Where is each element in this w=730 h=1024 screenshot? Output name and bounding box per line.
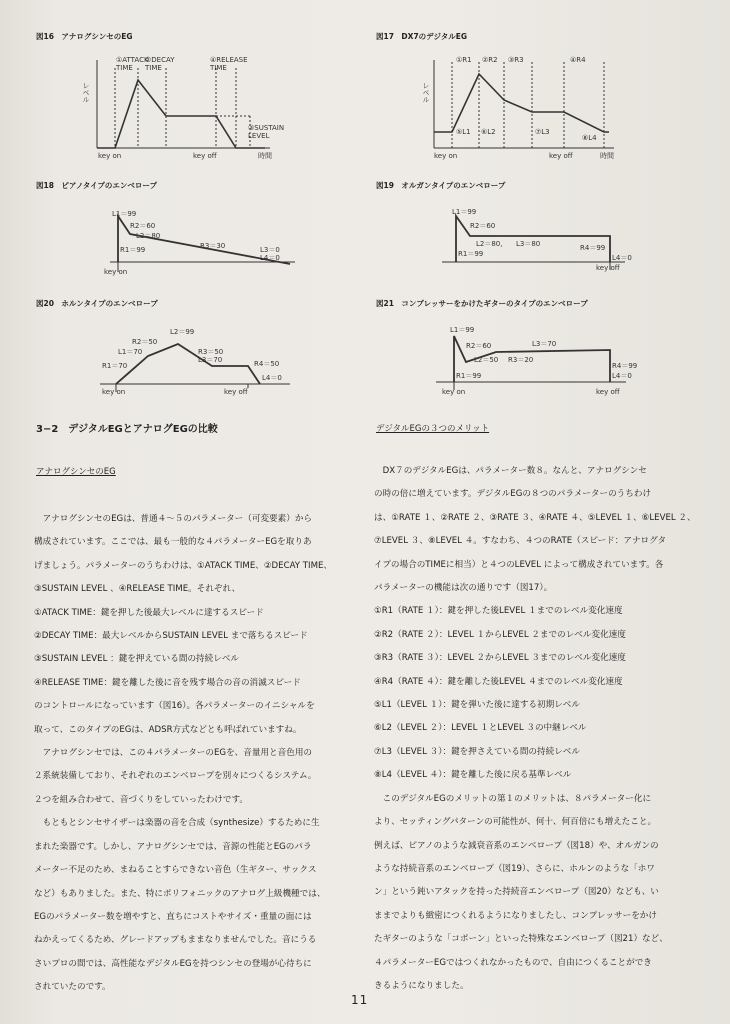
fig19-label-l1: L1＝99: [452, 208, 477, 216]
right-line: ⑦L3（LEVEL ３）：鍵を押さえている間の持続レベル: [374, 746, 580, 757]
left-line: など）もありました。また、特にポリフォニックのアナログ上級機種では、: [34, 888, 326, 899]
left-subheading: アナログシンセのEG: [36, 467, 116, 477]
fig21-label-r2: R2＝60: [466, 342, 492, 350]
fig19-label-l4: L4＝0: [612, 254, 632, 262]
fig16-sustain-label: ③SUSTAIN LEVEL: [248, 124, 285, 140]
fig19-label-r4: R4＝99: [580, 244, 606, 252]
right-body: [374, 460, 696, 998]
left-line: まれた楽器です。しかし、アナログシンセでは、音源の性能とEGのパラ: [34, 841, 312, 852]
right-line: ままでよりも緻密につくれるようになりましたし、コンプレッサーをかけ: [374, 910, 657, 921]
fig18-piano-envelope: [100, 204, 300, 280]
left-line: ２系統装備しており、それぞれのエンベロープを別々につくるシステム。: [34, 771, 317, 782]
left-line: げましょう。パラメーターのうちわけは、①ATACK TIME、②DECAY TIME、: [34, 560, 333, 571]
fig16-key-on: key on: [98, 152, 122, 160]
right-line: ②R2（RATE ２）：LEVEL １からLEVEL ２までのレベル変化速度: [374, 629, 626, 640]
right-line: パラメーターの機能は次の通りです（図17）。: [374, 583, 553, 594]
right-line: ン」という鈍いアタックを持った持続音エンベロープ（図20）なども、い: [374, 887, 659, 898]
left-line: 取って、このタイプのEGは、ADSR方式などとも呼ばれていますね。: [34, 724, 302, 735]
fig21-label-l4: L4＝0: [612, 372, 632, 380]
fig18-caption: 図18 ピアノタイプのエンベロープ: [36, 181, 158, 190]
right-line: このデジタルEGのメリットの第１のメリットは、８パラメーター化に: [374, 793, 652, 804]
right-line: DX７のデジタルEGは、パラメーター数８。なんと、アナログシンセ: [374, 466, 647, 476]
fig20-label-r3: R3＝50: [198, 348, 224, 356]
left-line: アナログシンセのEGは、普通４〜５のパラメーター（可変要素）から: [34, 514, 313, 524]
right-line: より、セッティングパターンの可能性が、何十、何百倍にも増えたこと。: [374, 817, 657, 828]
right-line: ４パラメーターEGではつくれなかったもので、自由につくることができ: [374, 957, 652, 968]
right-line: たギターのような「コポーン」といった特殊なエンベロープ（図21）など、: [374, 934, 668, 945]
fig20-label-l4: L4＝0: [262, 374, 282, 382]
fig21-label-l3: L3＝70: [532, 340, 557, 348]
fig17-l4: ⑧L4: [582, 134, 597, 142]
fig18-label-r2: R2＝60: [130, 222, 156, 230]
fig16-time: 時間: [258, 152, 272, 160]
fig20-label-l3: L3＝70: [198, 356, 223, 364]
fig21-key-on: key on: [442, 388, 466, 396]
fig20-key-off: key off: [224, 388, 248, 396]
right-line: ⑦LEVEL ３、⑧LEVEL ４。すなわち、４つのRATE（スピード：アナログタ: [374, 536, 667, 547]
fig17-key-off: key off: [549, 152, 573, 160]
fig21-label-l1: L1＝99: [450, 326, 475, 334]
fig21-label-r3: R3＝20: [508, 356, 534, 364]
fig17-ylabel: レベル: [422, 82, 430, 103]
fig18-label-l3: L3＝0: [260, 246, 280, 254]
fig21-caption: 図21 コンプレッサーをかけたギターのタイプのエンベロープ: [376, 299, 588, 308]
left-line: メーター不足のため、まねることすらできない音色（生ギター、サックス: [34, 865, 317, 876]
page-number: 11: [351, 993, 369, 1007]
left-line: 構成されています。ここでは、最も一般的な４パラメーターEGを取りあ: [34, 537, 312, 548]
left-body: [34, 508, 332, 1000]
fig20-key-on: key on: [102, 388, 126, 396]
fig18-label-r1: R1＝99: [120, 246, 146, 254]
fig20-label-r1: R1＝70: [102, 362, 128, 370]
fig20-caption: 図20 ホルンタイプのエンベロープ: [36, 299, 158, 308]
fig18-label-l1: L1＝99: [112, 210, 137, 218]
fig19-organ-envelope: [440, 204, 640, 280]
fig16-caption: 図16 アナログシンセのEG: [36, 32, 133, 41]
fig17-r3: ③R3: [508, 56, 524, 64]
right-line: は、①RATE １、②RATE ２、③RATE ３、④RATE ４、⑤LEVEL １、⑥LEVEL ２、: [374, 512, 696, 523]
fig19-label-r2: R2＝60: [470, 222, 496, 230]
fig19-label-l3: L3＝80: [516, 240, 541, 248]
right-line: ④R4（RATE ４）：鍵を離した後LEVEL ４までのレベル変化速度: [374, 676, 623, 687]
right-line: の時の倍に増えています。デジタルEGの８つのパラメーターのうちわけ: [374, 489, 652, 500]
fig20-horn-envelope: [100, 326, 300, 400]
fig17-l3: ⑦L3: [535, 128, 550, 136]
fig20-label-l1: L1＝70: [118, 348, 143, 356]
fig16-attack-label: ①ATTACK TIME: [116, 56, 149, 72]
fig18-label-l4: L4＝0: [260, 254, 280, 262]
fig17-l2: ⑥L2: [481, 128, 496, 136]
fig21-label-l2: L2＝50: [474, 356, 499, 364]
fig16-decay-label: ②DECAY TIME: [145, 56, 175, 72]
fig17-r4: ④R4: [570, 56, 586, 64]
left-line: ②DECAY TIME：最大レベルからSUSTAIN LEVEL まで落ちるスピード: [34, 631, 308, 642]
fig16-analog-eg-diagram: [80, 52, 290, 164]
fig17-time: 時間: [600, 152, 614, 160]
left-line: さいプロの間では、高性能なデジタルEGを持つシンセの登場が心待ちに: [34, 958, 312, 969]
left-line: ①ATACK TIME：鍵を押した後最大レベルに達するスピード: [34, 607, 264, 618]
right-line: ⑧L4（LEVEL ４）：鍵を離した後に戻る基準レベル: [374, 770, 572, 781]
left-line: ねかえってくるため、グレードアップもままなりませんでした。音にうる: [34, 935, 317, 946]
fig17-r1: ①R1: [456, 56, 472, 64]
left-line: ２つを組み合わせて、音づくりをしていったわけです。: [34, 794, 248, 805]
fig16-ylabel: レベル: [82, 82, 90, 103]
fig19-caption: 図19 オルガンタイプのエンベロープ: [376, 181, 506, 190]
fig18-key-on: key on: [104, 268, 128, 276]
left-line: ③SUSTAIN LEVEL 、④RELEASE TIME。それぞれ、: [34, 584, 241, 595]
right-line: ①R1（RATE １）：鍵を押した後LEVEL １までのレベル変化速度: [374, 606, 623, 617]
section-title: 3−2 デジタルEGとアナログEGの比較: [36, 424, 218, 435]
right-line: ③R3（RATE ３）：LEVEL ２からLEVEL ３までのレベル変化速度: [374, 653, 626, 664]
right-line: イプの場合のTIMEに相当）と４つのLEVEL によって構成されています。各: [374, 559, 664, 570]
fig20-label-r2: R2＝50: [132, 338, 158, 346]
left-line: のコントロールになっています（図16）。各パラメーターのイニシャルを: [34, 701, 315, 712]
fig19-key-off: key off: [596, 264, 620, 272]
fig18-label-l2: L2＝80: [136, 232, 161, 240]
fig20-label-r4: R4＝50: [254, 360, 280, 368]
fig21-compressed-guitar-envelope: [436, 322, 636, 400]
fig16-key-off: key off: [193, 152, 217, 160]
fig17-l1: ⑤L1: [456, 128, 471, 136]
fig16-release-label: ④RELEASE TIME: [210, 56, 248, 72]
fig21-label-r1: R1＝99: [456, 372, 482, 380]
fig18-label-r3: R3＝30: [200, 242, 226, 250]
fig21-label-r4: R4＝99: [612, 362, 638, 370]
fig17-caption: 図17 DX7のデジタルEG: [376, 32, 467, 41]
left-line: アナログシンセでは、この４パラメーターのEGを、音量用と音色用の: [34, 748, 313, 759]
left-line: EGのパラメーター数を増やすと、直ちにコストやサイズ・重量の面には: [34, 911, 312, 922]
fig20-label-l2: L2＝99: [170, 328, 195, 336]
fig19-label-r1: R1＝99: [458, 250, 484, 258]
left-line: ④RELEASE TIME：鍵を離した後に音を残す場合の音の消滅スピード: [34, 677, 301, 688]
right-subheading: デジタルEGの３つのメリット: [376, 424, 490, 434]
right-line: ような持続音系のエンベロープ（図19）、さらに、ホルンのような「ホワ: [374, 863, 655, 874]
fig19-label-l2: L2＝80,: [476, 240, 503, 248]
left-line: されていたのです。: [34, 982, 111, 993]
fig17-key-on: key on: [434, 152, 458, 160]
fig17-dx7-eg-diagram: [424, 52, 634, 164]
left-line: ③SUSTAIN LEVEL ：鍵を押えている間の持続レベル: [34, 654, 240, 665]
fig17-r2: ②R2: [482, 56, 498, 64]
right-line: 例えば、ピアノのような減衰音系のエンベロープ（図18）や、オルガンの: [374, 840, 659, 851]
right-line: きるようになりました。: [374, 980, 469, 991]
fig21-key-off: key off: [596, 388, 620, 396]
right-line: ⑥L2（LEVEL ２）：LEVEL １とLEVEL ３の中継レベル: [374, 723, 587, 734]
left-line: もともとシンセサイザーは楽器の音を合成（synthesize）するために生: [34, 818, 320, 829]
right-line: ⑤L1（LEVEL １）：鍵を弾いた後に達する初期レベル: [374, 700, 580, 711]
